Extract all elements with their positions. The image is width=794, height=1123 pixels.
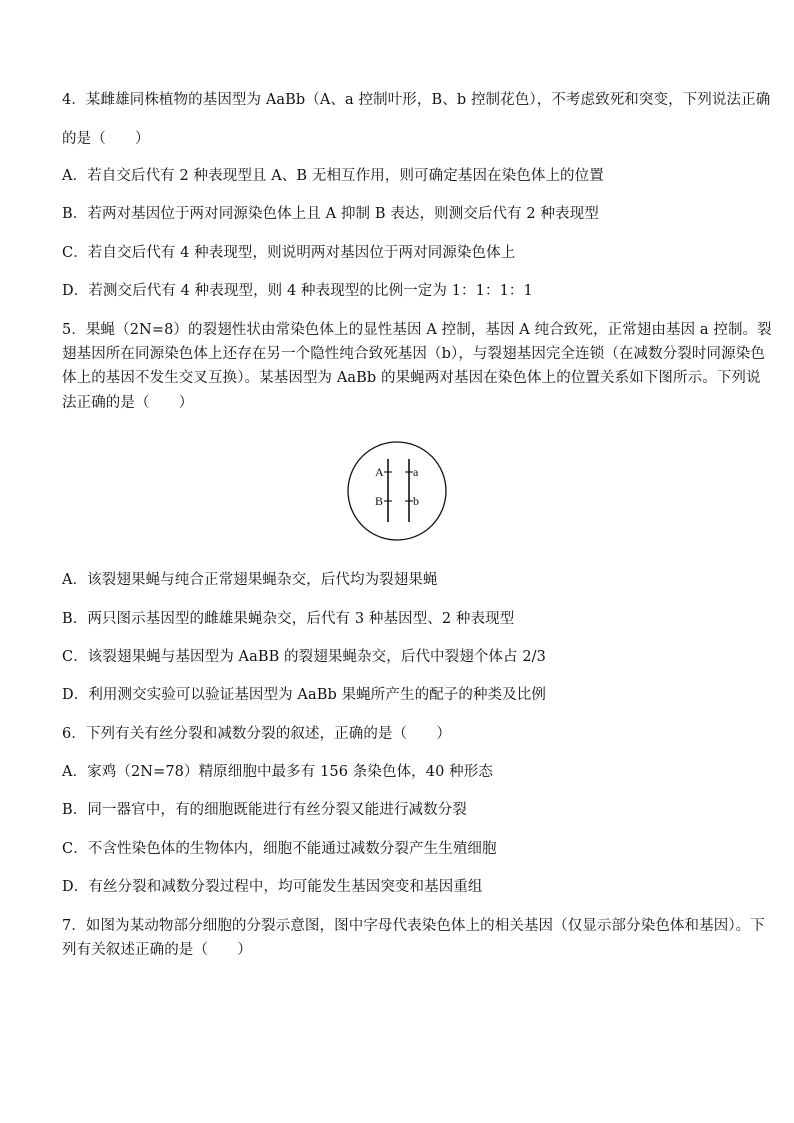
- q6-stem-line-1: 6．下列有关有丝分裂和减数分裂的叙述，正确的是（ ）: [62, 726, 451, 742]
- q5-option-a: A．该裂翅果蝇与纯合正常翅果蝇杂交，后代均为裂翅果蝇: [62, 572, 438, 588]
- q7-stem-line-2: 列有关叙述正确的是（ ）: [62, 942, 252, 958]
- q5-stem-line-4: 法正确的是（ ）: [62, 395, 194, 411]
- q7-stem-line-1: 7．如图为某动物部分细胞的分裂示意图，图中字母代表染色体上的相关基因（仅显示部分染色体和基因）。下: [62, 918, 765, 934]
- gene-label-a: a: [413, 465, 419, 479]
- gene-label-A: A: [375, 465, 384, 479]
- q5-option-c: C．该裂翅果蝇与基因型为 AaBB 的裂翅果蝇杂交，后代中裂翅个体占 2/3: [62, 649, 546, 665]
- q4-option-d: D．若测交后代有 4 种表现型，则 4 种表现型的比例一定为 1：1：1：1: [62, 283, 533, 299]
- q6-option-a: A．家鸡（2N=78）精原细胞中最多有 156 条染色体，40 种形态: [62, 764, 493, 780]
- q4-option-b: B．若两对基因位于两对同源染色体上且 A 抑制 B 表达，则测交后代有 2 种表现型: [62, 206, 599, 222]
- q6-option-d: D．有丝分裂和减数分裂过程中，均可能发生基因突变和基因重组: [62, 879, 483, 895]
- q6-option-b: B．同一器官中，有的细胞既能进行有丝分裂又能进行减数分裂: [62, 802, 467, 818]
- gene-label-b: b: [413, 494, 419, 508]
- q4-option-a: A．若自交后代有 2 种表现型且 A、B 无相互作用，则可确定基因在染色体上的位置: [62, 168, 604, 184]
- gene-label-B: B: [375, 494, 384, 508]
- q5-option-b: B．两只图示基因型的雌雄果蝇杂交，后代有 3 种基因型、2 种表现型: [62, 611, 515, 627]
- q4-stem-line-2: 的是（ ）: [62, 131, 150, 147]
- q6-option-c: C．不含性染色体的生物体内，细胞不能通过减数分裂产生生殖细胞: [62, 841, 497, 857]
- chromosome-diagram: [346, 440, 448, 542]
- cell-circle: [348, 442, 446, 540]
- chromosome-diagram-svg: [346, 440, 448, 542]
- q5-option-d: D．利用测交实验可以验证基因型为 AaBb 果蝇所产生的配子的种类及比例: [62, 687, 546, 703]
- q4-option-c: C．若自交后代有 4 种表现型，则说明两对基因位于两对同源染色体上: [62, 245, 516, 261]
- q5-stem-line-1: 5．果蝇（2N=8）的裂翅性状由常染色体上的显性基因 A 控制，基因 A 纯合致死，正常翅由基因 a 控制。裂: [62, 322, 772, 338]
- q5-stem-line-2: 翅基因所在同源染色体上还存在另一个隐性纯合致死基因（b），与裂翅基因完全连锁（在减数分裂时同源染色: [62, 346, 765, 362]
- q5-stem-line-3: 体上的基因不发生交叉互换）。某基因型为 AaBb 的果蝇两对基因在染色体上的位置关系如下图所示。下列说: [62, 370, 761, 386]
- q4-stem-line-1: 4．某雌雄同株植物的基因型为 AaBb（A、a 控制叶形，B、b 控制花色），不考虑致死和突变，下列说法正确: [62, 92, 771, 108]
